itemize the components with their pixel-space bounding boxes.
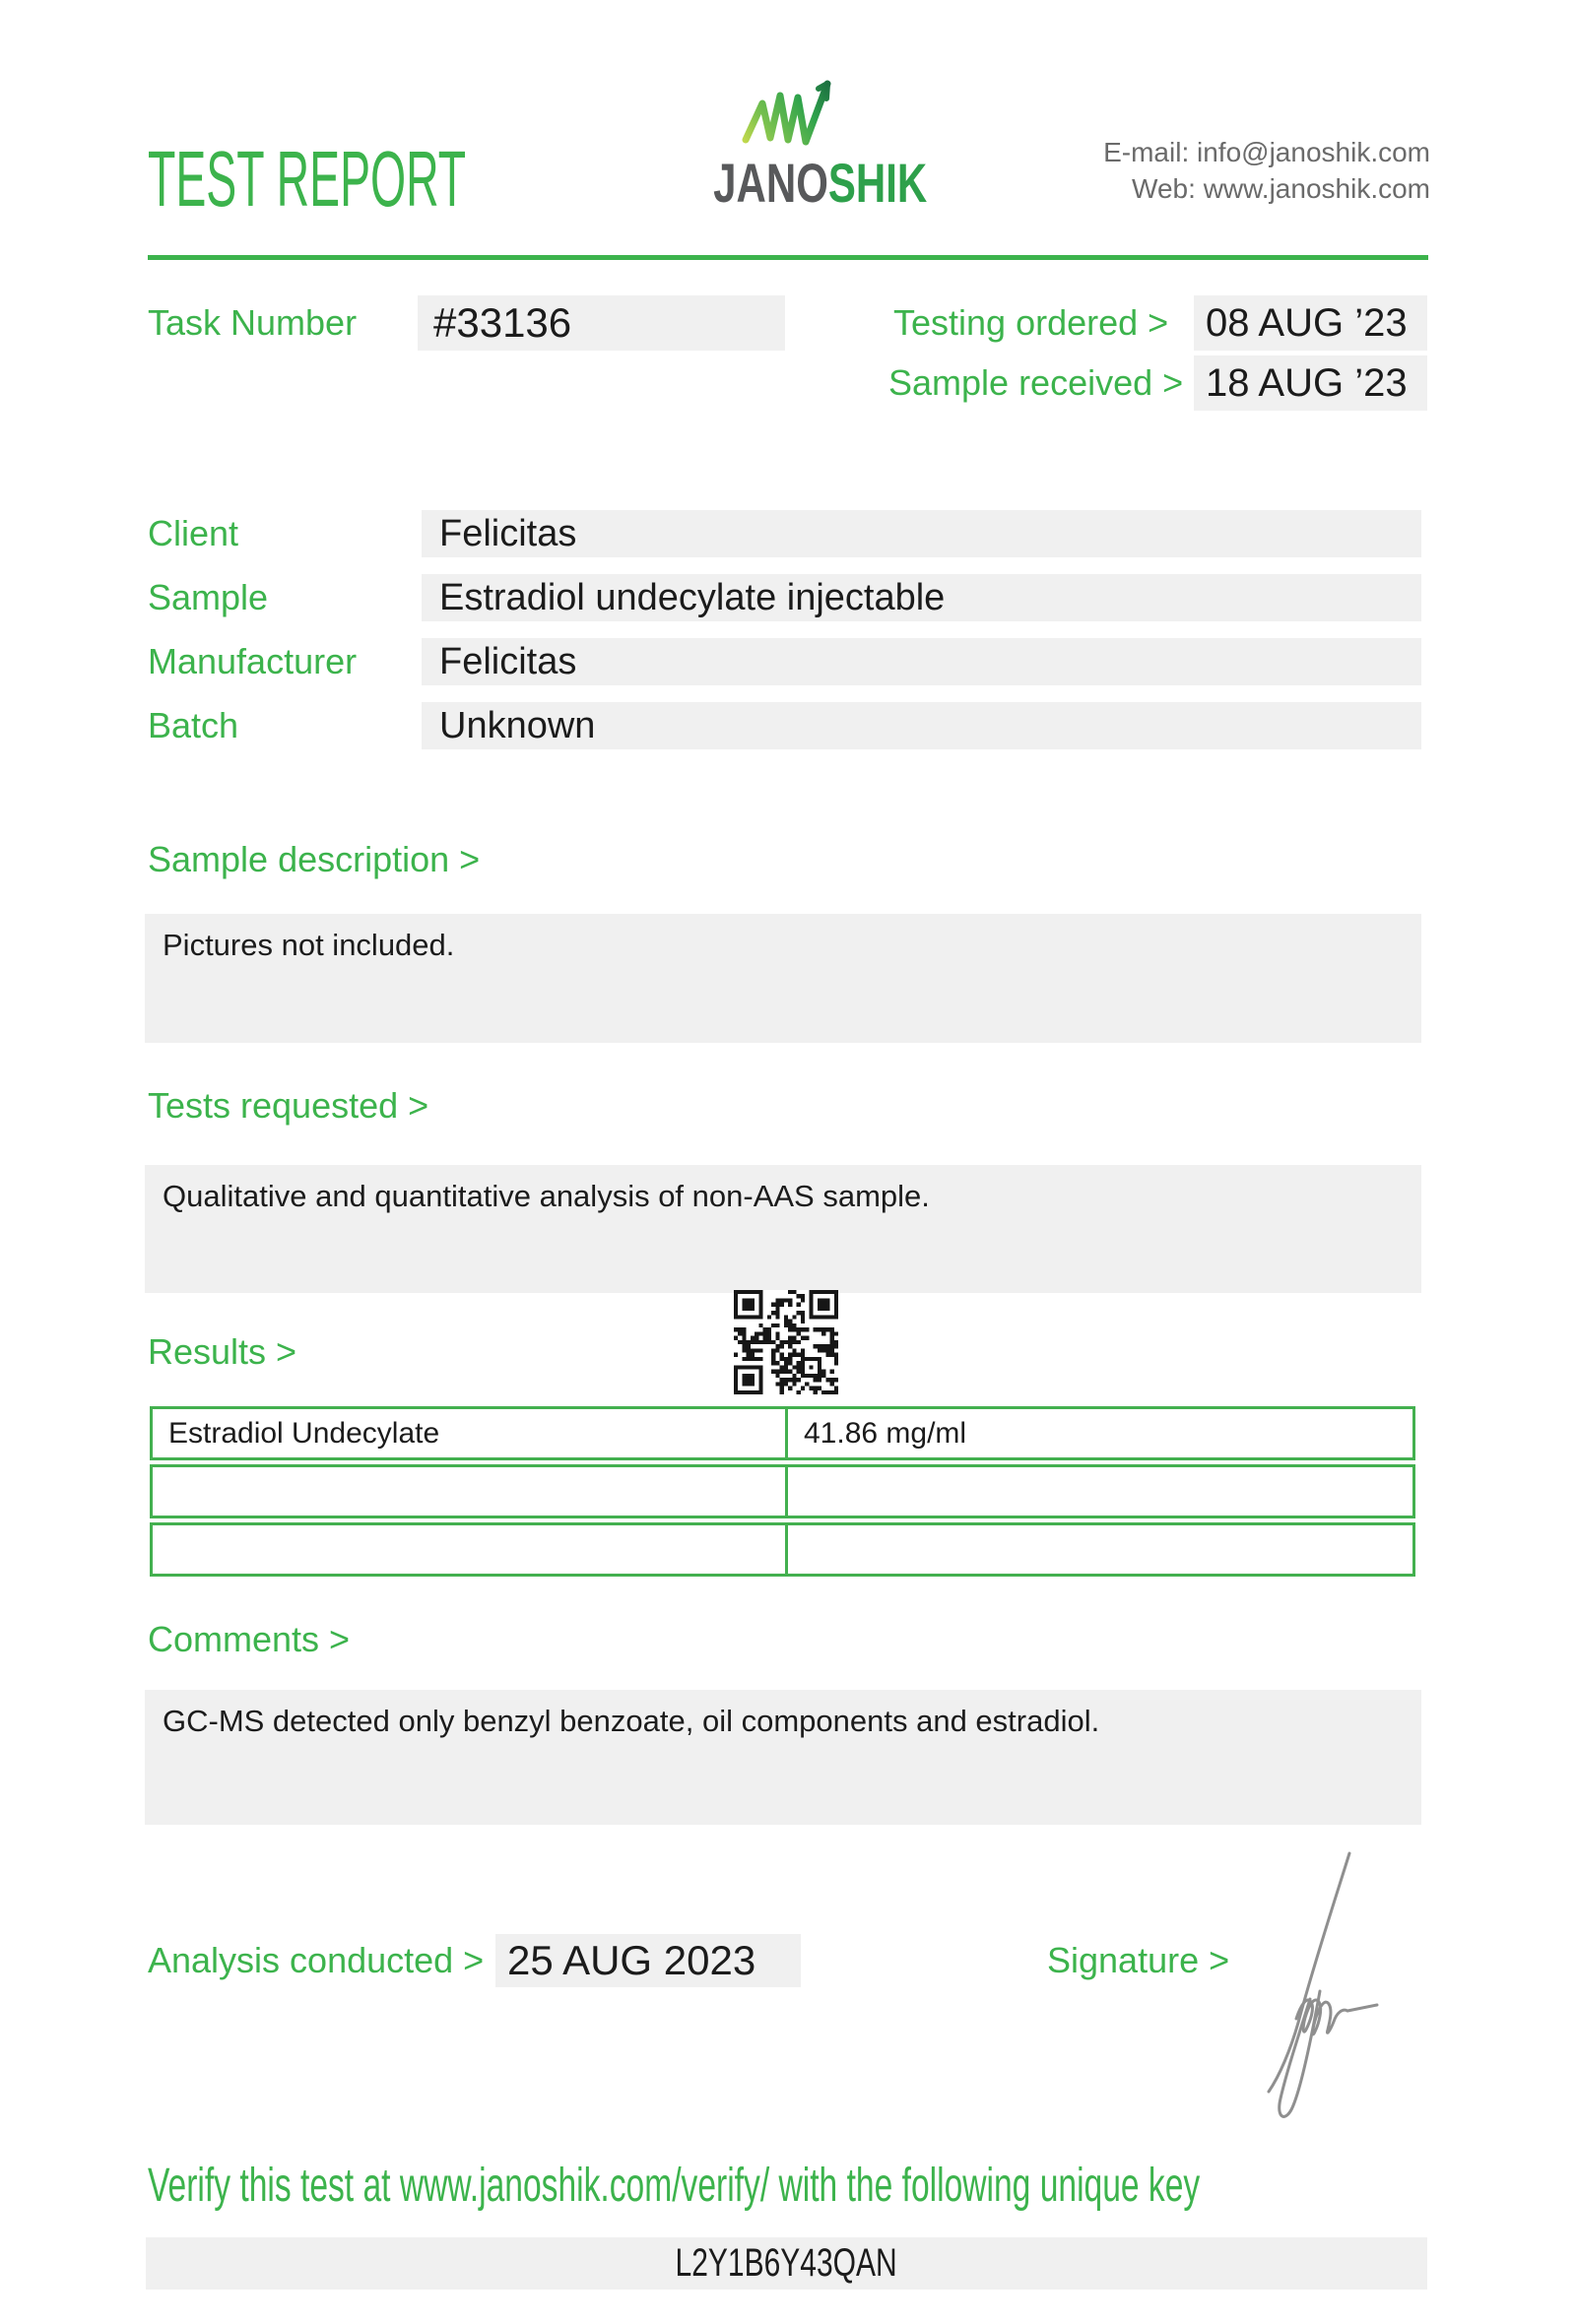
- sample-received-field: [1194, 355, 1427, 411]
- comments-box: [145, 1690, 1421, 1825]
- contact-email-line: [1103, 134, 1430, 170]
- comments-text: GC-MS detected only benzyl benzoate, oil components and estradiol.: [163, 1704, 1100, 1738]
- result-value-cell: [788, 1467, 1412, 1516]
- web-label: Web:: [1132, 173, 1196, 204]
- sample-received-value: 18 AUG ’23: [1206, 361, 1408, 405]
- contact-info: [1103, 134, 1430, 207]
- janoshik-logo: [678, 77, 928, 214]
- task-number-label: Task Number: [148, 302, 358, 343]
- testing-ordered-label: Testing ordered >: [893, 302, 1169, 343]
- info-row-manufacturer: [0, 638, 1576, 685]
- tests-requested-box: [145, 1165, 1421, 1293]
- page-title: TEST REPORT: [148, 135, 467, 223]
- batch-label: Batch: [148, 705, 239, 745]
- sample-value: Estradiol undecylate injectable: [439, 577, 946, 618]
- manufacturer-field: [422, 638, 1421, 685]
- result-substance-cell: [153, 1525, 788, 1574]
- sample-description-text: Pictures not included.: [163, 928, 455, 962]
- result-substance: Estradiol Undecylate: [168, 1416, 440, 1450]
- analysis-conducted-label: Analysis conducted >: [148, 1940, 485, 1980]
- batch-field: [422, 702, 1421, 749]
- web-link[interactable]: www.janoshik.com: [1203, 173, 1430, 204]
- logo-text-shik: SHIK: [827, 152, 928, 214]
- result-value: 41.86 mg/ml: [804, 1416, 967, 1450]
- sample-description-heading: Sample description >: [148, 839, 481, 879]
- manufacturer-value: Felicitas: [439, 641, 577, 682]
- results-table-row: [150, 1464, 1415, 1518]
- results-table-row: [150, 1522, 1415, 1577]
- tests-requested-text: Qualitative and quantitative analysis of non-AAS sample.: [163, 1179, 930, 1213]
- qr-code: [734, 1290, 838, 1394]
- signature-label: Signature >: [1047, 1940, 1230, 1980]
- batch-value: Unknown: [439, 705, 596, 746]
- rising-chart-arrow-icon: [740, 77, 836, 152]
- testing-ordered-field: [1194, 295, 1427, 351]
- sample-received-label: Sample received >: [888, 362, 1184, 403]
- analysis-conducted-value: 25 AUG 2023: [507, 1937, 756, 1983]
- logo-text-jano: JANO: [713, 152, 828, 214]
- contact-web-line: [1103, 170, 1430, 207]
- sample-label: Sample: [148, 577, 269, 617]
- unique-key-value: L2Y1B6Y43QAN: [675, 2241, 898, 2285]
- result-substance-cell: [153, 1409, 788, 1457]
- info-row-client: [0, 510, 1576, 557]
- result-substance-cell: [153, 1467, 788, 1516]
- email-label: E-mail:: [1103, 137, 1190, 167]
- info-row-batch: [0, 702, 1576, 749]
- client-value: Felicitas: [439, 513, 577, 554]
- results-heading: Results >: [148, 1331, 297, 1372]
- client-label: Client: [148, 513, 239, 553]
- task-number-value: #33136: [433, 299, 572, 346]
- unique-key-field: [146, 2237, 1427, 2290]
- result-value-cell: [788, 1525, 1412, 1574]
- sample-description-box: [145, 914, 1421, 1043]
- analysis-conducted-field: [495, 1934, 801, 1987]
- testing-ordered-value: 08 AUG ’23: [1206, 301, 1408, 345]
- manufacturer-label: Manufacturer: [148, 641, 358, 681]
- comments-heading: Comments >: [148, 1619, 351, 1659]
- logo-wordmark: [678, 152, 928, 214]
- result-value-cell: [788, 1409, 1412, 1457]
- task-number-field: [418, 295, 785, 351]
- handwritten-signature: [1239, 1843, 1392, 2129]
- client-field: [422, 510, 1421, 557]
- info-row-sample: [0, 574, 1576, 621]
- verify-instruction: Verify this test at www.janoshik.com/verify/ with the following unique key: [148, 2160, 1201, 2212]
- sample-field: [422, 574, 1421, 621]
- tests-requested-heading: Tests requested >: [148, 1085, 429, 1126]
- email-link[interactable]: info@janoshik.com: [1197, 137, 1430, 167]
- results-table-row: [150, 1406, 1415, 1460]
- header-divider: [148, 255, 1428, 260]
